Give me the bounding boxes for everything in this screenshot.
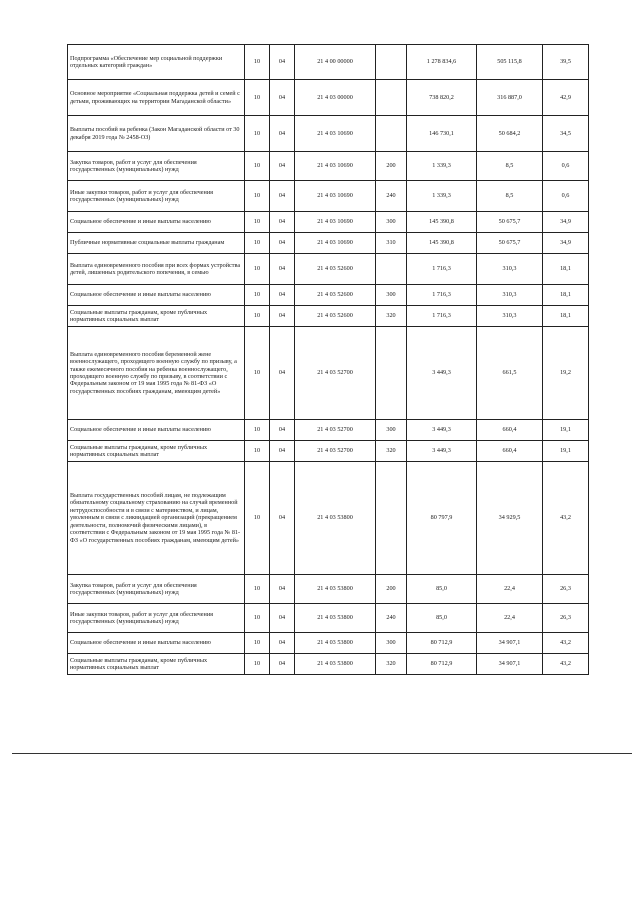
row-planned-amount: 85,0 — [407, 575, 477, 604]
row-target-article: 21 4 03 10690 — [295, 152, 376, 181]
row-expense-type: 320 — [376, 654, 407, 675]
row-actual-amount: 661,5 — [477, 327, 543, 420]
row-section: 10 — [245, 441, 270, 462]
row-section: 10 — [245, 233, 270, 254]
row-expense-type: 300 — [376, 633, 407, 654]
row-section: 10 — [245, 181, 270, 212]
row-actual-amount: 316 887,0 — [477, 80, 543, 116]
row-execution-percent: 19,1 — [543, 441, 589, 462]
table-row — [68, 181, 589, 212]
row-expense-type — [376, 116, 407, 152]
row-planned-amount: 145 390,8 — [407, 212, 477, 233]
row-execution-percent: 26,3 — [543, 604, 589, 633]
row-actual-amount: 505 115,8 — [477, 45, 543, 80]
row-planned-amount: 3 449,3 — [407, 327, 477, 420]
row-actual-amount: 310,3 — [477, 254, 543, 285]
row-execution-percent: 18,1 — [543, 285, 589, 306]
row-execution-percent: 43,2 — [543, 633, 589, 654]
row-subsection: 04 — [270, 633, 295, 654]
row-target-article: 21 4 03 10690 — [295, 116, 376, 152]
row-subsection: 04 — [270, 80, 295, 116]
row-expense-type — [376, 327, 407, 420]
row-expense-type — [376, 462, 407, 575]
row-planned-amount: 80 712,9 — [407, 654, 477, 675]
row-expense-type: 200 — [376, 575, 407, 604]
row-section: 10 — [245, 654, 270, 675]
row-execution-percent: 43,2 — [543, 462, 589, 575]
row-section: 10 — [245, 152, 270, 181]
row-execution-percent: 0,6 — [543, 181, 589, 212]
row-name: Иные закупки товаров, работ и услуг для обеспечения государственных (муниципальных) нужд — [68, 604, 245, 633]
table-row — [68, 441, 589, 462]
row-subsection: 04 — [270, 575, 295, 604]
row-subsection: 04 — [270, 327, 295, 420]
row-expense-type: 200 — [376, 152, 407, 181]
row-execution-percent: 34,9 — [543, 233, 589, 254]
row-expense-type: 240 — [376, 181, 407, 212]
table-row — [68, 654, 589, 675]
row-section: 10 — [245, 45, 270, 80]
row-planned-amount: 1 278 834,6 — [407, 45, 477, 80]
row-name: Выплата единовременного пособия при всех формах устройства детей, лишенных родительского попечения, в семью — [68, 254, 245, 285]
row-section: 10 — [245, 462, 270, 575]
row-planned-amount: 85,0 — [407, 604, 477, 633]
row-name: Социальное обеспечение и иные выплаты населению — [68, 633, 245, 654]
row-name: Закупка товаров, работ и услуг для обеспечения государственных (муниципальных) нужд — [68, 575, 245, 604]
row-subsection: 04 — [270, 254, 295, 285]
row-expense-type: 300 — [376, 212, 407, 233]
table-row — [68, 633, 589, 654]
table-row — [68, 45, 589, 80]
row-name: Выплата государственных пособий лицам, не подлежащим обязательному социальному страхованию на случай временной нетрудоспособности и в связи с материнством, и лицам, уволенным в связи с ликвидацией организаций (прекращением деятельности, полномочий физическими лицами), в соответствии с Федеральным законом от 19 мая 1995 года № 81-ФЗ «О государственных пособиях гражданам, имеющим детей» — [68, 462, 245, 575]
page-divider-line — [12, 753, 632, 754]
row-actual-amount: 22,4 — [477, 604, 543, 633]
row-subsection: 04 — [270, 181, 295, 212]
row-section: 10 — [245, 285, 270, 306]
row-expense-type — [376, 45, 407, 80]
row-actual-amount: 310,3 — [477, 285, 543, 306]
row-name: Социальное обеспечение и иные выплаты населению — [68, 285, 245, 306]
row-planned-amount: 1 716,3 — [407, 254, 477, 285]
row-planned-amount: 738 820,2 — [407, 80, 477, 116]
row-execution-percent: 34,9 — [543, 212, 589, 233]
row-subsection: 04 — [270, 45, 295, 80]
row-target-article: 21 4 03 52700 — [295, 327, 376, 420]
row-name: Выплаты пособий на ребенка (Закон Магаданской области от 30 декабря 2019 года № 2458-ОЗ) — [68, 116, 245, 152]
row-target-article: 21 4 03 52700 — [295, 420, 376, 441]
row-planned-amount: 1 716,3 — [407, 285, 477, 306]
table-body — [68, 45, 589, 675]
table-row — [68, 462, 589, 575]
row-section: 10 — [245, 575, 270, 604]
row-target-article: 21 4 03 52600 — [295, 254, 376, 285]
row-name: Закупка товаров, работ и услуг для обеспечения государственных (муниципальных) нужд — [68, 152, 245, 181]
row-subsection: 04 — [270, 306, 295, 327]
row-planned-amount: 1 716,3 — [407, 306, 477, 327]
row-name: Выплата единовременного пособия беременной жене военнослужащего, проходящего военную службу по призыву, а также ежемесячного пособия на ребенка военнослужащего, проходящего военную службу по призыву, в соответствии с Федеральным законом от 19 мая 1995 года № 81-ФЗ «О государственных пособиях гражданам, имеющим детей» — [68, 327, 245, 420]
row-target-article: 21 4 03 53800 — [295, 633, 376, 654]
row-name: Подпрограмма «Обеспечение мер социальной поддержки отдельных категорий граждан» — [68, 45, 245, 80]
table-row — [68, 285, 589, 306]
row-execution-percent: 18,1 — [543, 306, 589, 327]
row-subsection: 04 — [270, 441, 295, 462]
row-name: Социальные выплаты гражданам, кроме публичных нормативных социальных выплат — [68, 654, 245, 675]
row-target-article: 21 4 00 00000 — [295, 45, 376, 80]
row-subsection: 04 — [270, 420, 295, 441]
row-execution-percent: 43,2 — [543, 654, 589, 675]
row-section: 10 — [245, 306, 270, 327]
row-actual-amount: 50 684,2 — [477, 116, 543, 152]
row-execution-percent: 0,6 — [543, 152, 589, 181]
row-section: 10 — [245, 633, 270, 654]
row-target-article: 21 4 03 52700 — [295, 441, 376, 462]
row-execution-percent: 26,3 — [543, 575, 589, 604]
row-name: Социальное обеспечение и иные выплаты населению — [68, 420, 245, 441]
row-execution-percent: 18,1 — [543, 254, 589, 285]
table-row — [68, 420, 589, 441]
row-planned-amount: 3 449,3 — [407, 441, 477, 462]
row-planned-amount: 3 449,3 — [407, 420, 477, 441]
row-expense-type: 300 — [376, 285, 407, 306]
row-subsection: 04 — [270, 152, 295, 181]
row-expense-type: 320 — [376, 441, 407, 462]
row-actual-amount: 8,5 — [477, 152, 543, 181]
row-planned-amount: 145 390,8 — [407, 233, 477, 254]
row-planned-amount: 1 339,3 — [407, 181, 477, 212]
table-row — [68, 152, 589, 181]
table-row — [68, 212, 589, 233]
row-subsection: 04 — [270, 116, 295, 152]
row-actual-amount: 34 907,1 — [477, 633, 543, 654]
table-row — [68, 604, 589, 633]
row-actual-amount: 8,5 — [477, 181, 543, 212]
row-target-article: 21 4 03 00000 — [295, 80, 376, 116]
budget-table — [67, 44, 589, 675]
row-section: 10 — [245, 254, 270, 285]
row-subsection: 04 — [270, 212, 295, 233]
row-target-article: 21 4 03 53800 — [295, 575, 376, 604]
row-target-article: 21 4 03 53800 — [295, 604, 376, 633]
row-name: Социальное обеспечение и иные выплаты населению — [68, 212, 245, 233]
row-target-article: 21 4 03 10690 — [295, 233, 376, 254]
row-planned-amount: 146 730,1 — [407, 116, 477, 152]
row-name: Социальные выплаты гражданам, кроме публичных нормативных социальных выплат — [68, 306, 245, 327]
row-target-article: 21 4 03 10690 — [295, 181, 376, 212]
row-section: 10 — [245, 604, 270, 633]
row-section: 10 — [245, 212, 270, 233]
table-row — [68, 233, 589, 254]
row-section: 10 — [245, 116, 270, 152]
row-execution-percent: 19,2 — [543, 327, 589, 420]
row-expense-type: 320 — [376, 306, 407, 327]
row-name: Публичные нормативные социальные выплаты гражданам — [68, 233, 245, 254]
table-row — [68, 254, 589, 285]
row-name: Социальные выплаты гражданам, кроме публичных нормативных социальных выплат — [68, 441, 245, 462]
row-execution-percent: 34,5 — [543, 116, 589, 152]
row-name: Основное мероприятие «Социальная поддержка детей и семей с детьми, проживающих на территории Магаданской области» — [68, 80, 245, 116]
row-actual-amount: 310,3 — [477, 306, 543, 327]
table-row — [68, 306, 589, 327]
row-target-article: 21 4 03 53800 — [295, 462, 376, 575]
row-target-article: 21 4 03 53800 — [295, 654, 376, 675]
row-actual-amount: 22,4 — [477, 575, 543, 604]
row-section: 10 — [245, 80, 270, 116]
row-execution-percent: 19,1 — [543, 420, 589, 441]
row-section: 10 — [245, 420, 270, 441]
row-actual-amount: 660,4 — [477, 420, 543, 441]
row-target-article: 21 4 03 52600 — [295, 285, 376, 306]
table-row — [68, 116, 589, 152]
row-execution-percent: 42,9 — [543, 80, 589, 116]
row-subsection: 04 — [270, 462, 295, 575]
row-actual-amount: 50 675,7 — [477, 212, 543, 233]
row-expense-type — [376, 254, 407, 285]
row-actual-amount: 34 929,5 — [477, 462, 543, 575]
row-subsection: 04 — [270, 233, 295, 254]
row-expense-type: 310 — [376, 233, 407, 254]
row-actual-amount: 34 907,1 — [477, 654, 543, 675]
row-planned-amount: 80 712,9 — [407, 633, 477, 654]
row-actual-amount: 660,4 — [477, 441, 543, 462]
row-expense-type: 300 — [376, 420, 407, 441]
row-section: 10 — [245, 327, 270, 420]
table-row — [68, 327, 589, 420]
row-target-article: 21 4 03 10690 — [295, 212, 376, 233]
row-planned-amount: 1 339,3 — [407, 152, 477, 181]
row-execution-percent: 39,5 — [543, 45, 589, 80]
row-actual-amount: 50 675,7 — [477, 233, 543, 254]
row-name: Иные закупки товаров, работ и услуг для обеспечения государственных (муниципальных) нужд — [68, 181, 245, 212]
row-subsection: 04 — [270, 654, 295, 675]
table-row — [68, 80, 589, 116]
row-subsection: 04 — [270, 604, 295, 633]
row-target-article: 21 4 03 52600 — [295, 306, 376, 327]
row-expense-type: 240 — [376, 604, 407, 633]
row-subsection: 04 — [270, 285, 295, 306]
row-expense-type — [376, 80, 407, 116]
row-planned-amount: 80 797,9 — [407, 462, 477, 575]
table-row — [68, 575, 589, 604]
